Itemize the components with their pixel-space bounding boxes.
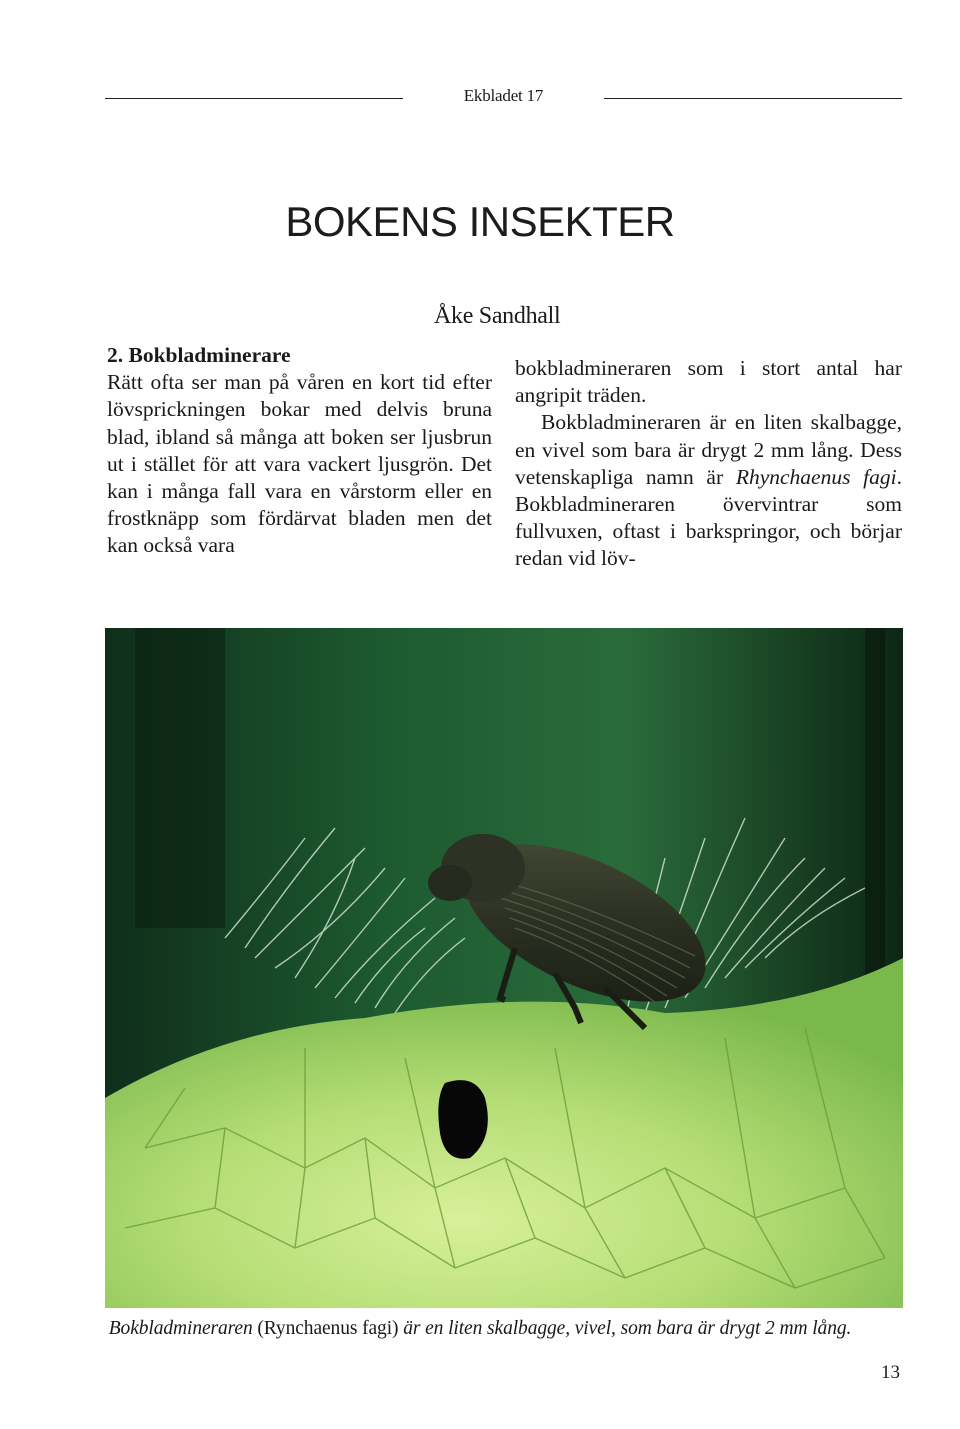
- header-rule-right: [604, 98, 902, 99]
- right-paragraph-2-text: Bokbladmineraren är en liten skalbagge, en vivel som bara är drygt 2 mm lång. Dess vetenskapliga namn är: [515, 410, 902, 489]
- left-paragraph: Rätt ofta ser man på våren en kort tid efter lövsprickningen bokar med delvis bruna blad, ibland så många att boken ser ljusbrun ut i stället för att vara vackert ljusgrön. Det kan i många fall vara en vårstorm eller en frostknäpp som fördärvat bladen men det kan också vara: [107, 370, 492, 558]
- section-heading: 2. Bokbladminerare: [107, 343, 291, 367]
- right-paragraph-2-text-end: . Bokbladmineraren övervintrar som fullvuxen, oftast i barkspringor, och börjar redan vid löv-: [515, 464, 902, 571]
- beetle-photo: [105, 628, 903, 1308]
- page-header: [0, 84, 960, 114]
- right-paragraph-2: [515, 409, 902, 572]
- species-name: Rhynchaenus fagi: [735, 464, 897, 489]
- caption-species-common: Bokbladmineraren: [108, 1318, 253, 1339]
- page-number: 13: [881, 1362, 900, 1383]
- caption-description: är en liten skalbagge, vivel, som bara är drygt 2 mm lång.: [403, 1318, 852, 1339]
- right-paragraph-1: bokbladmineraren som i stort antal har angripit träden.: [515, 356, 902, 408]
- article-author: Åke Sandhall: [434, 303, 561, 329]
- article-title: BOKENS INSEKTER: [285, 198, 675, 245]
- left-column: [107, 342, 492, 560]
- photo-caption: [0, 1318, 960, 1340]
- right-column: [515, 355, 902, 573]
- caption-species-latin: (Rynchaenus fagi): [252, 1318, 404, 1339]
- running-title: Ekbladet 17: [463, 86, 544, 105]
- header-rule-left: [105, 98, 403, 99]
